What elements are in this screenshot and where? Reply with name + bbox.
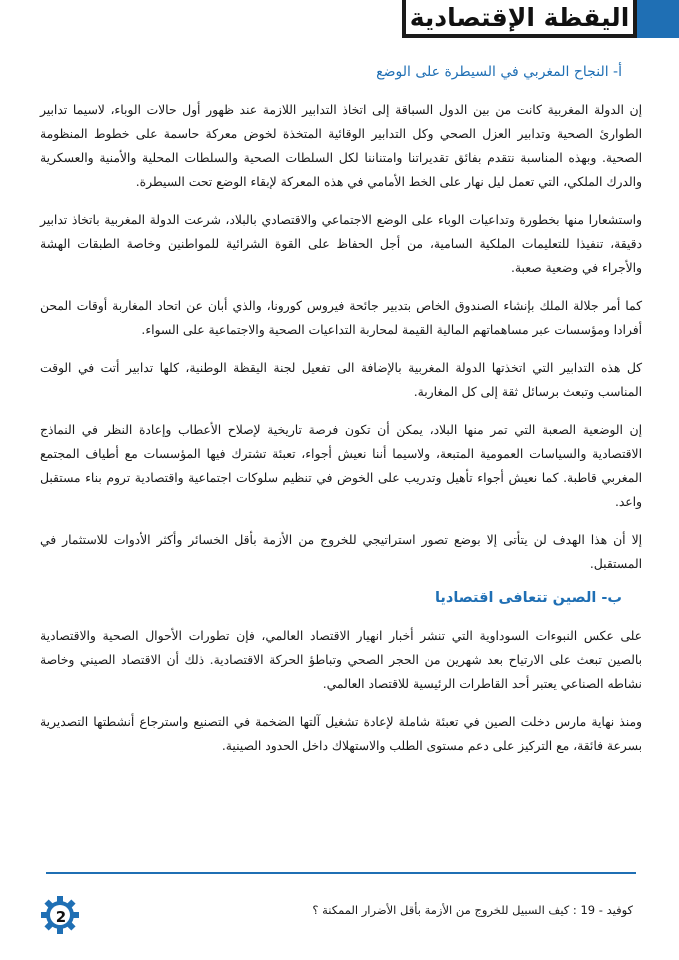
header-accent (637, 0, 679, 38)
footer-divider (46, 872, 636, 874)
paragraph: على عكس النبوءات السوداوية التي تنشر أخبار انهيار الاقتصاد العالمي، فإن تطورات الأحوال الصحية والاقتصادية بالصين تبعث على الارتياح بعد شهرين من الحجر الصحي وتباطؤ الحركة الاقتصادية. ذلك أن الاقتصاد الصيني وخاصة نشاطه الصناعي يعتبر أحد القاطرات الرئيسية للاقتصاد العالمي. (40, 629, 642, 691)
section-title-a: أ- النجاح المغربي في السيطرة على الوضع (376, 64, 622, 80)
section-title-b: ب- الصين تتعافى اقتصاديا (434, 590, 622, 606)
paragraph: كل هذه التدابير التي اتخذتها الدولة المغربية بالإضافة الى تفعيل لجنة اليقظة الوطنية، كلها تدابير أتت في الوقت المناسب وتبعث برسائل ثقة إلى كل المغاربة. (40, 361, 642, 399)
paragraph: إلا أن هذا الهدف لن يتأتى إلا بوضع تصور استراتيجي للخروج من الأزمة بأقل الخسائر وأكثر الأدوات للاستثمار في المستقبل. (40, 533, 642, 571)
header-frame (402, 0, 637, 38)
footer-caption: كوفيد - 19 : كيف السبيل للخروج من الأزمة بأقل الأضرار الممكنة ؟ (312, 903, 633, 917)
paragraph: إن الوضعية الصعبة التي تمر منها البلاد، يمكن أن تكون فرصة تاريخية لإصلاح الأعطاب وإعادة النظر في النماذج الاقتصادية والسياسات العمومية المتبعة، ولاسيما أننا نعيش أجواء، تعبئة تشترك فيها المؤسسات مع أطياف المجتمع المغربي قاطبة. كما نعيش أجواء تأهيل وتدريب على الخوض في تنظيم سلوكات اجتماعية واقتصادية تروم بناء مستقبل واعد. (40, 423, 642, 509)
paragraph: إن الدولة المغربية كانت من بين الدول السباقة إلى اتخاذ التدابير اللازمة عند ظهور أول حالات الوباء، لاسيما تدابير الطوارئ الصحية وتدابير العزل الصحي وكل التدابير الوقائية المتخذة لخوض معركة حاسمة على خطوط المنظومة الصحية. وبهذه المناسبة نتقدم بفائق تقديراتنا وامتناننا لكل السلطات الصحية والسلطات المحلية والأمنية والعسكرية والدرك الملكي، التي تعمل ليل نهار على الخط الأمامي في هذه المعركة لإبقاء الوضع تحت السيطرة. (40, 103, 642, 189)
paragraph: واستشعارا منها بخطورة وتداعيات الوباء على الوضع الاجتماعي والاقتصادي بالبلاد، شرعت الدولة المغربية باتخاذ تدابير دقيقة، تنفيذا للتعليمات الملكية السامية، من أجل الحفاظ على القوة الشرائية للمواطنين وخاصة الطبقات الهشة والأجراء في وضعية صعبة. (40, 213, 642, 275)
article-body (40, 60, 642, 772)
page-number: 2 (55, 908, 67, 926)
paragraph: ومنذ نهاية مارس دخلت الصين في تعبئة شاملة لإعادة تشغيل آلتها الضخمة في التصنيع واسترجاع أنشطتها التصديرية بسرعة فائقة، مع التركيز على دعم مستوى الطلب والاستهلاك داخل الحدود الصينية. (40, 715, 642, 753)
header-title: اليقظة الإقتصادية (409, 2, 630, 32)
paragraph: كما أمر جلالة الملك بإنشاء الصندوق الخاص بتدبير جائحة فيروس كورونا، والذي أبان عن اتحاد المغاربة أوقات المحن أفرادا ومؤسسات عبر مساهماتهم المالية القيمة لمحاربة التداعيات الصحية والاجتماعية على السواء. (40, 299, 642, 337)
